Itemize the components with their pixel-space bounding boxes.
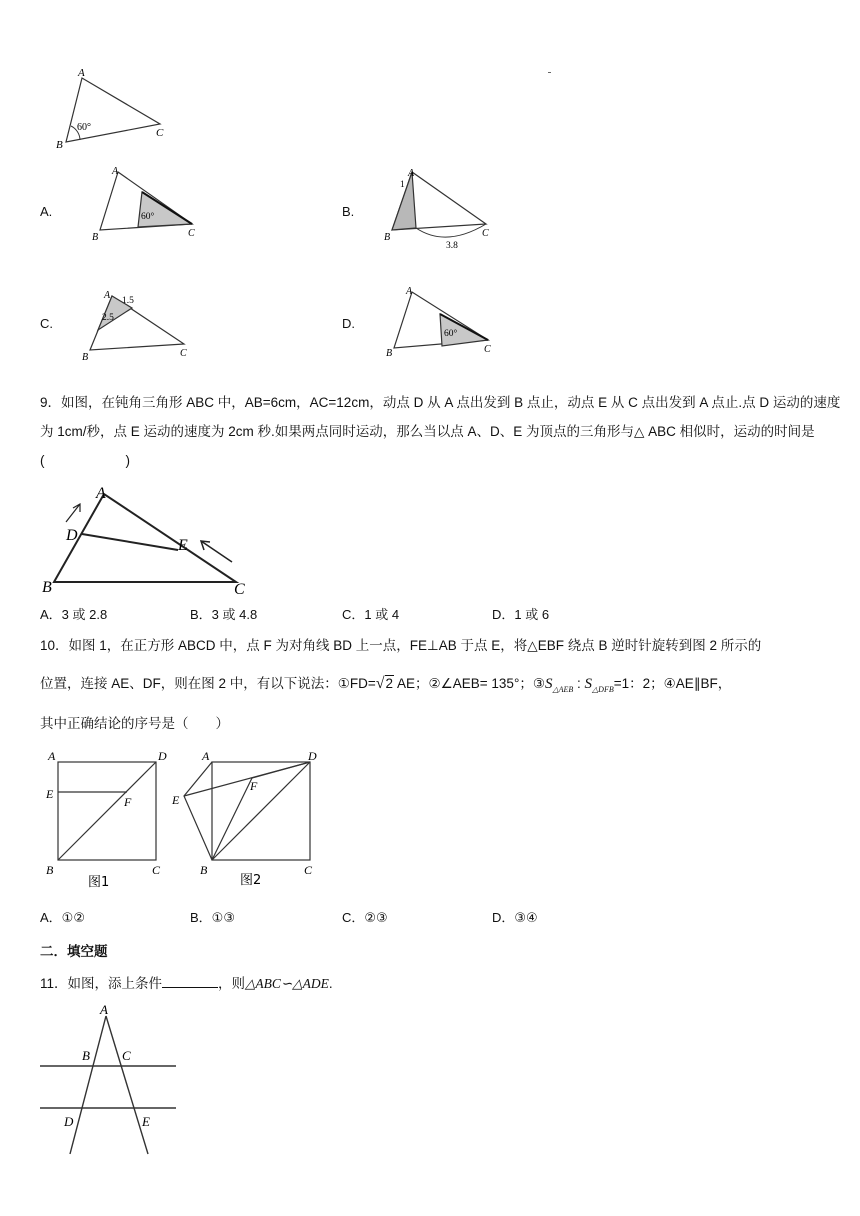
svg-text:A: A [112,166,119,177]
q10-text-part1: 位置，连接 AE、DF，则在图 2 中，有以下说法：①FD= [40,676,376,691]
svg-text:A: A [104,290,111,301]
svg-text:B: B [42,579,52,596]
svg-text:B: B [56,139,63,151]
section-title-fill-in: 二．填空题 [40,944,108,959]
svg-text:D: D [308,749,317,763]
q9-option-b[interactable]: B．3 或 4.8 [190,607,258,622]
q10-line-1: 10．如图 1，在正方形 ABCD 中，点 F 为对角线 BD 上一点，FE⊥AB 于点 E，将△EBF 绕点 B 逆时针旋转到图 2 所示的 [40,638,762,653]
svg-text:1: 1 [400,180,405,190]
stray-mark [548,72,551,73]
q10-text-part2: AE；②∠AEB= 135°；③ [394,676,545,691]
svg-text:E: E [172,793,180,807]
svg-text:A: A [408,168,415,179]
q9-option-c[interactable]: C．1 或 4 [342,607,400,622]
q11-text-prefix: 11．如图，添上条件 [40,976,163,991]
svg-text:A: A [202,749,210,763]
svg-text:B: B [82,1048,90,1063]
q8-option-c-figure[interactable] [80,286,196,364]
q8-option-a-label: A. [40,204,53,219]
q11-answer-blank[interactable] [162,975,218,988]
q10-option-b[interactable]: B．①③ [190,910,235,925]
svg-text:图2: 图2 [240,873,262,888]
svg-text:图1: 图1 [88,875,110,890]
svg-text:60°: 60° [444,329,458,339]
svg-text:60°: 60° [77,122,91,133]
q10-option-a[interactable]: A．①② [40,910,85,925]
q8-option-b-figure[interactable] [382,164,502,250]
svg-text:3.8: 3.8 [446,241,458,250]
q8-reference-triangle [50,62,180,152]
area-ratio-s2: S [584,676,593,692]
q9-option-d[interactable]: D．1 或 6 [492,607,550,622]
area-ratio-s1: S [544,676,553,692]
svg-text:C: C [122,1048,131,1063]
ratio-colon: : [573,676,585,691]
svg-text:E: E [142,1114,150,1129]
q11-figure [40,1000,180,1158]
svg-text:F: F [250,779,258,793]
svg-text:C: C [304,863,313,877]
q11-text-end: . [328,976,333,991]
svg-text:A: A [48,749,56,763]
svg-text:C: C [152,863,161,877]
svg-text:D: D [64,1114,74,1129]
q8-option-c-label: C. [40,316,53,331]
svg-text:C: C [234,581,245,596]
svg-text:B: B [386,348,393,359]
svg-text:E: E [178,537,188,554]
sqrt-argument: 2 [385,676,394,691]
svg-text:C: C [156,127,164,139]
svg-text:A: A [406,286,413,297]
svg-text:B: B [46,863,54,877]
q10-text-part3: =1：2；④AE∥BF， [613,676,732,691]
svg-text:60°: 60° [141,212,155,222]
q9-question-text: 9．如图，在钝角三角形 ABC 中，AB=6cm，AC=12cm，动点 D 从 A 点出发到 B 点止，动点 E 从 C 点出发到 A 点止.点 D 运动的速度为 1cm/秒，点 E 运动的速度为 2cm 秒.如果两点同时运动，那么当以点 A、D、E 为顶点的三角形与△ ABC 相似时，运动的时间是( ) [40,395,841,468]
svg-text:C: C [180,348,187,359]
q11-text-middle: ，则 [218,976,246,991]
svg-text:B: B [200,863,208,877]
svg-text:A: A [100,1002,108,1017]
q10-figure-2 [168,746,320,890]
svg-text:B: B [92,232,99,242]
q8-option-d-label: D. [342,316,355,331]
svg-text:F: F [124,795,132,809]
svg-text:D: D [158,749,167,763]
svg-text:D: D [66,527,78,544]
svg-text:C: C [482,228,489,239]
q10-line-3: 其中正确结论的序号是（ ） [40,716,229,731]
svg-text:A: A [78,67,85,79]
svg-text:B: B [82,352,89,363]
sqrt-symbol: √ [375,675,385,692]
svg-text:E: E [46,787,54,801]
q8-option-b-label: B. [342,204,355,219]
q11-similarity-relation: △ABC∽△ADE [245,976,329,991]
q11-question-text [40,974,333,994]
q8-option-d-figure[interactable] [384,284,504,360]
area-ratio-sub2: △DFB [592,685,614,694]
svg-text:B: B [384,232,391,243]
q10-line-2 [40,674,731,700]
svg-text:A: A [96,485,106,502]
q9-option-a[interactable]: A．3 或 2.8 [40,607,108,622]
svg-text:C: C [484,344,491,355]
q8-option-a-figure[interactable] [88,164,204,242]
svg-text:2.5: 2.5 [102,313,114,323]
q10-option-d[interactable]: D．③④ [492,910,538,925]
svg-text:C: C [188,228,195,239]
q9-figure [38,482,256,596]
area-ratio-sub1: △AEB [552,685,574,694]
q10-figure-1 [40,746,170,890]
svg-text:1.5: 1.5 [122,296,134,306]
q10-option-c[interactable]: C．②③ [342,910,388,925]
